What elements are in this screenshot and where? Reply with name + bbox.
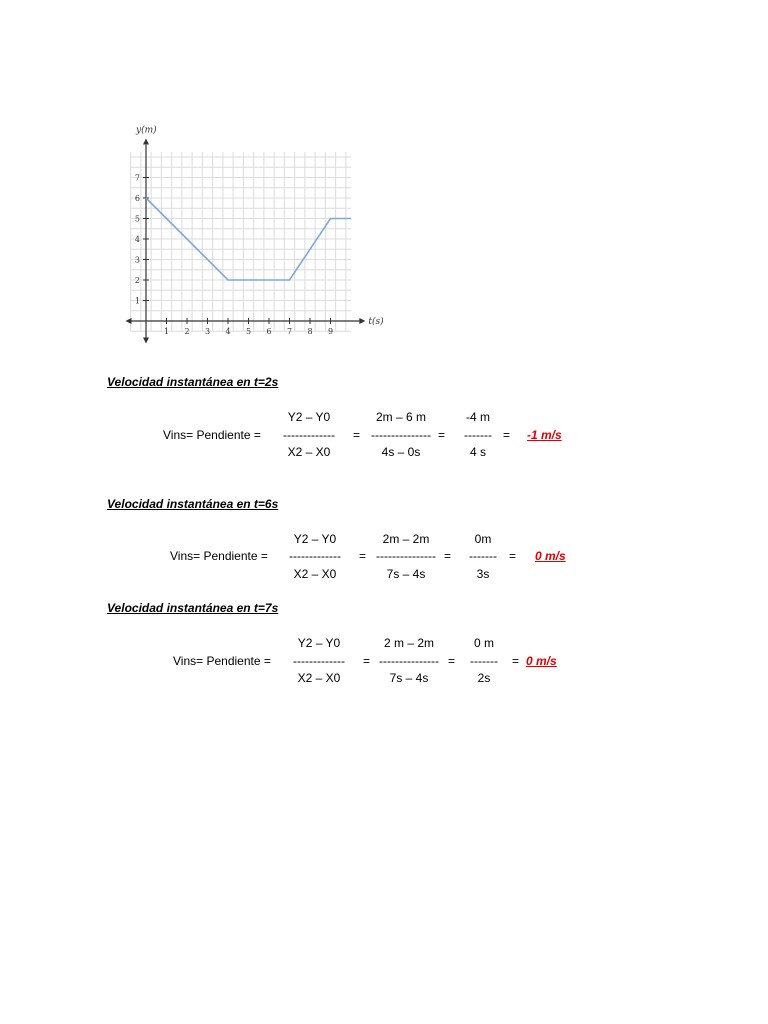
section-3-label: Vins= Pendiente =: [173, 654, 271, 668]
section-2-f2-numerator: 2m – 2m: [382, 532, 430, 546]
section-2-equals-2: =: [444, 549, 452, 563]
section-3-f2-numerator: 2 m – 2m: [383, 636, 434, 650]
section-2-equals-1: =: [359, 549, 367, 563]
position-time-chart: [110, 90, 384, 355]
section-3-f2-bar: ---------------: [379, 654, 439, 668]
x-tick-label: 7: [286, 327, 293, 336]
x-tick-label: 5: [245, 327, 252, 336]
section-3-result: 0 m/s: [526, 654, 557, 668]
section-1-f3-numerator: -4 m: [466, 410, 490, 424]
section-1-f2-denominator: 4s – 0s: [381, 445, 421, 459]
section-3-equals-2: =: [448, 654, 456, 668]
x-tick-label: 6: [266, 327, 272, 336]
section-1-result: -1 m/s: [527, 428, 562, 442]
section-3-f3-denominator: 2s: [477, 671, 491, 685]
x-tick-label: 3: [204, 327, 211, 336]
section-2-heading: Velocidad instantánea en t=6s: [107, 497, 279, 511]
section-3-f2-denominator: 7s – 4s: [389, 671, 429, 685]
section-2-result: 0 m/s: [535, 549, 566, 563]
section-3-f3-bar: -------: [470, 654, 498, 668]
section-1-equals-2: =: [438, 428, 446, 442]
y-axis-arrow-down: [143, 338, 149, 344]
section-1-f2-numerator: 2m – 6 m: [375, 410, 426, 424]
section-3-f1-denominator: X2 – X0: [297, 671, 341, 685]
section-1-f2-bar: ---------------: [371, 428, 431, 442]
section-3-equals-3: =: [512, 654, 520, 668]
section-1-f3-bar: -------: [464, 428, 492, 442]
section-2-label: Vins= Pendiente =: [170, 549, 268, 563]
x-tick-label: 1: [163, 327, 170, 336]
y-tick-label: 4: [134, 235, 140, 244]
x-axis-label: t(s): [368, 317, 384, 327]
section-1-f1-bar: -------------: [283, 428, 335, 442]
x-tick-label: 8: [307, 327, 313, 336]
section-3-f1-bar: -------------: [293, 654, 345, 668]
section-2-f3-bar: -------: [469, 549, 497, 563]
section-1-heading: Velocidad instantánea en t=2s: [107, 375, 279, 389]
section-2-f3-numerator: 0m: [474, 532, 492, 546]
y-tick-label: 6: [134, 194, 140, 203]
section-3-f1-numerator: Y2 – Y0: [297, 636, 341, 650]
section-1-equals-1: =: [353, 428, 361, 442]
section-2-f3-denominator: 3s: [476, 567, 490, 581]
section-3-f3-numerator: 0 m: [473, 636, 494, 650]
section-2-f1-numerator: Y2 – Y0: [293, 532, 337, 546]
section-2-f1-denominator: X2 – X0: [293, 567, 337, 581]
y-tick-label: 7: [134, 173, 140, 183]
section-1-label: Vins= Pendiente =: [163, 428, 261, 442]
y-axis-label: y(m): [136, 125, 157, 136]
x-tick-label: 2: [184, 327, 190, 336]
section-2-f1-bar: -------------: [289, 549, 341, 563]
y-tick-label: 3: [134, 255, 140, 265]
x-axis-arrow-left: [126, 318, 132, 324]
x-tick-label: 4: [225, 327, 231, 336]
y-axis-arrow-up: [143, 139, 149, 145]
section-2-equals-3: =: [509, 549, 517, 563]
y-tick-label: 5: [134, 214, 140, 224]
section-1-equals-3: =: [503, 428, 511, 442]
section-1-f3-denominator: 4 s: [469, 445, 486, 459]
section-1-f1-denominator: X2 – X0: [287, 445, 331, 459]
y-tick-label: 2: [134, 276, 140, 285]
section-2-f2-denominator: 7s – 4s: [386, 567, 426, 581]
section-2-f2-bar: ---------------: [376, 549, 436, 563]
section-3-heading: Velocidad instantánea en t=7s: [107, 601, 279, 615]
section-1-f1-numerator: Y2 – Y0: [287, 410, 331, 424]
y-tick-label: 1: [134, 296, 140, 306]
section-3-equals-1: =: [363, 654, 371, 668]
x-tick-label: 9: [327, 327, 334, 336]
x-axis-arrow-right: [359, 318, 365, 324]
